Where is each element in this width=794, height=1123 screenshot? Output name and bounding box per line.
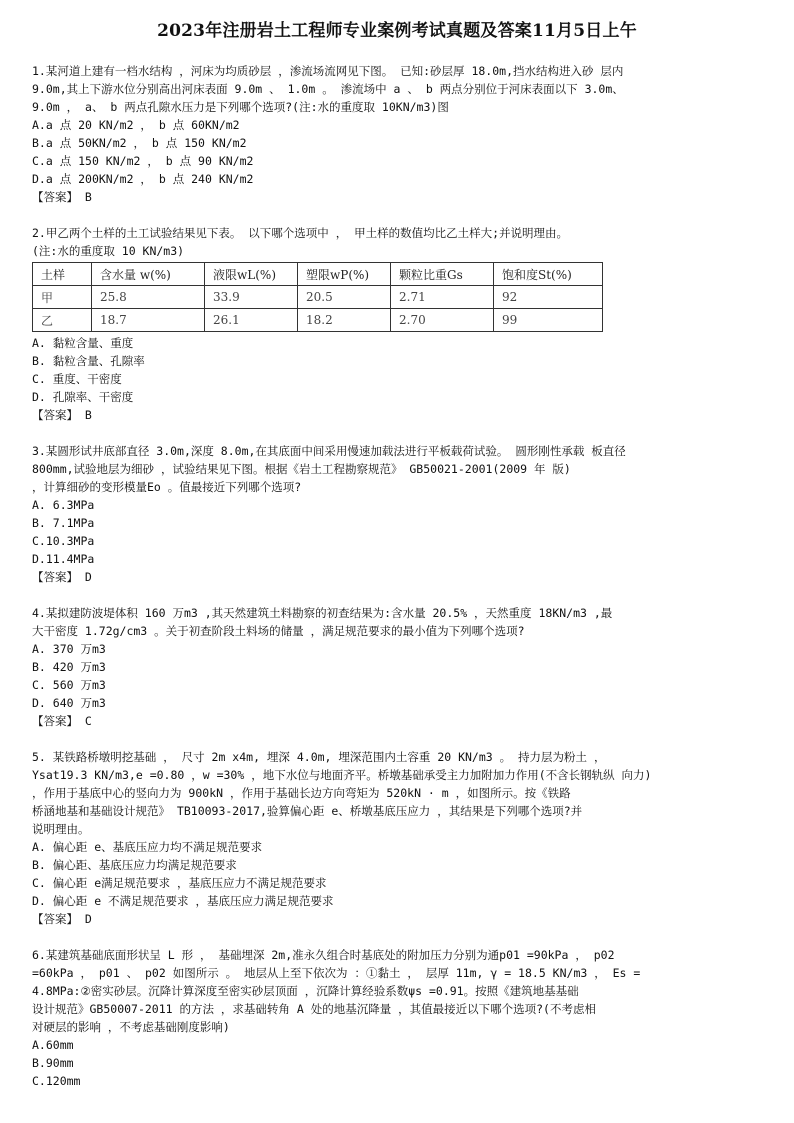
option-c: C. 560 万m3 xyxy=(32,678,106,692)
option-b: B. 偏心距、基底压应力均满足规范要求 xyxy=(32,858,237,872)
table-cell: 33.9 xyxy=(205,286,298,309)
option-a: A. 6.3MPa xyxy=(32,498,95,512)
answer: 【答案】 B xyxy=(32,408,92,422)
question-1 xyxy=(32,62,772,206)
table-cell: 2.71 xyxy=(391,286,494,309)
option-c: C. 偏心距 e满足规范要求 ，基底压应力不满足规范要求 xyxy=(32,876,327,890)
question-text-line: 5. 某铁路桥墩明挖基础 ， 尺寸 2m x4m, 埋深 4.0m, 埋深范围内土容重 20 KN/m3 。 持力层为粉土 ， xyxy=(32,750,606,764)
option-d: D. 孔隙率、干密度 xyxy=(32,390,134,404)
table-cell: 18.2 xyxy=(298,309,391,332)
option-d: D.a 点 200KN/m2 ， b 点 240 KN/m2 xyxy=(32,172,254,186)
question-text-line: 4.某拟建防波堤体积 160 万m3 ,其天然建筑土料勘察的初查结果为:含水量 20.5% ，天然重度 18KN/m3 ,最 xyxy=(32,606,613,620)
question-text-line: 对硬层的影响 ，不考虑基础刚度影响) xyxy=(32,1020,230,1034)
question-text-line: 6.某建筑基础底面形状呈 L 形 ， 基础埋深 2m,准永久组合时基底处的附加压力分别为通p01 =90kPa ， p02 xyxy=(32,948,615,962)
table-cell: 20.5 xyxy=(298,286,391,309)
table-header-row xyxy=(33,263,603,286)
question-text-line: 设计规范》GB50007-2011 的方法 ，求基础转角 A 处的地基沉降量 ，其值最接近以下哪个选项?(不考虑相 xyxy=(32,1002,596,1016)
table-cell: 26.1 xyxy=(205,309,298,332)
option-a: A.a 点 20 KN/m2 ， b 点 60KN/m2 xyxy=(32,118,240,132)
table-header-cell: 塑限wP(%) xyxy=(298,263,391,286)
table-cell: 99 xyxy=(494,309,603,332)
question-text-line: 1.某河道上建有一档水结构 ，河床为均质砂层 ，渗流场流网见下图。 已知:砂层厚 18.0m,挡水结构进入砂 层内 xyxy=(32,64,624,78)
table-cell: 92 xyxy=(494,286,603,309)
question-text-line: (注:水的重度取 10 KN/m3) xyxy=(32,244,185,258)
question-4 xyxy=(32,604,772,730)
option-a: A. 黏粒含量、重度 xyxy=(32,336,134,350)
question-6 xyxy=(32,946,772,1090)
question-5 xyxy=(32,748,772,928)
table-cell: 乙 xyxy=(33,309,92,332)
option-d: D. 偏心距 e 不满足规范要求 ，基底压应力满足规范要求 xyxy=(32,894,334,908)
question-text-line: =60kPa ， p01 、 p02 如图所示 。 地层从上至下依次为 ：①黏土 ， 层厚 11m, γ = 18.5 KN/m3 ， Es = xyxy=(32,966,641,980)
option-a: A. 偏心距 e、基底压应力均不满足规范要求 xyxy=(32,840,263,854)
question-text-line: 9.0m ， a、 b 两点孔隙水压力是下列哪个选项?(注:水的重度取 10KN/m3)图 xyxy=(32,100,449,114)
answer: 【答案】 C xyxy=(32,714,92,728)
table-cell: 2.70 xyxy=(391,309,494,332)
option-b: B. 420 万m3 xyxy=(32,660,106,674)
question-text-line: Ysat19.3 KN/m3,e =0.80 ，w =30% ，地下水位与地面齐平。桥墩基础承受主力加附加力作用(不含长钢轨纵 向力) xyxy=(32,768,652,782)
option-b: B. 黏粒含量、孔隙率 xyxy=(32,354,145,368)
answer: 【答案】 D xyxy=(32,570,92,584)
question-3 xyxy=(32,442,772,586)
table-cell: 18.7 xyxy=(92,309,205,332)
option-d: D.11.4MPa xyxy=(32,552,95,566)
table-header-cell: 土样 xyxy=(33,263,92,286)
answer: 【答案】 D xyxy=(32,912,92,926)
question-text-line: 800mm,试验地层为细砂 ，试验结果见下图。根据《岩土工程勘察规范》 GB50021-2001(2009 年 版) xyxy=(32,462,571,476)
option-b: B.90mm xyxy=(32,1056,74,1070)
question-text-line: 说明理由。 xyxy=(32,822,90,836)
question-text-line: 4.8MPa:②密实砂层。沉降计算深度至密实砂层顶面 ，沉降计算经验系数ψs =0.91。按照《建筑地基基础 xyxy=(32,984,579,998)
question-text-line: 2.甲乙两个土样的土工试验结果见下表。 以下哪个选项中 ， 甲土样的数值均比乙土样大;并说明理由。 xyxy=(32,226,569,240)
table-cell: 甲 xyxy=(33,286,92,309)
option-c: C. 重度、干密度 xyxy=(32,372,122,386)
question-2 xyxy=(32,224,772,424)
page-title: 2023年注册岩土工程师专业案例考试真题及答案11月5日上午 xyxy=(157,21,637,41)
option-a: A. 370 万m3 xyxy=(32,642,106,656)
option-b: B. 7.1MPa xyxy=(32,516,95,530)
answer: 【答案】 B xyxy=(32,190,92,204)
question-text-line: 桥涵地基和基础设计规范》 TB10093-2017,验算偏心距 e、桥墩基底压应力 ，其结果是下列哪个选项?并 xyxy=(32,804,583,818)
table-header-cell: 颗粒比重Gs xyxy=(391,263,494,286)
question-text-line: ，作用于基底中心的竖向力为 900kN ，作用于基础长边方向弯矩为 520kN · m ，如图所示。按《铁路 xyxy=(32,786,571,800)
table-row xyxy=(33,309,603,332)
question-text-line: 3.某圆形试井底部直径 3.0m,深度 8.0m,在其底面中间采用慢速加载法进行平板载荷试验。 圆形刚性承载 板直径 xyxy=(32,444,626,458)
option-d: D. 640 万m3 xyxy=(32,696,106,710)
question-text-line: 9.0m,其上下游水位分别高出河床表面 9.0m 、 1.0m 。 渗流场中 a 、 b 两点分别位于河床表面以下 3.0m、 xyxy=(32,82,624,96)
table-cell: 25.8 xyxy=(92,286,205,309)
option-c: C.a 点 150 KN/m2 ， b 点 90 KN/m2 xyxy=(32,154,254,168)
soil-test-table xyxy=(32,262,603,332)
option-a: A.60mm xyxy=(32,1038,74,1052)
table-header-cell: 饱和度St(%) xyxy=(494,263,603,286)
table-header-cell: 含水量 w(%) xyxy=(92,263,205,286)
option-c: C.10.3MPa xyxy=(32,534,95,548)
table-header-cell: 液限wL(%) xyxy=(205,263,298,286)
question-text-line: 大干密度 1.72g/cm3 。关于初查阶段土料场的储量 ，满足规范要求的最小值为下列哪个选项? xyxy=(32,624,525,638)
option-b: B.a 点 50KN/m2 ， b 点 150 KN/m2 xyxy=(32,136,247,150)
question-text-line: ，计算细砂的变形模量Eo 。值最接近下列哪个选项? xyxy=(32,480,302,494)
option-c: C.120mm xyxy=(32,1074,81,1088)
table-row xyxy=(33,286,603,309)
